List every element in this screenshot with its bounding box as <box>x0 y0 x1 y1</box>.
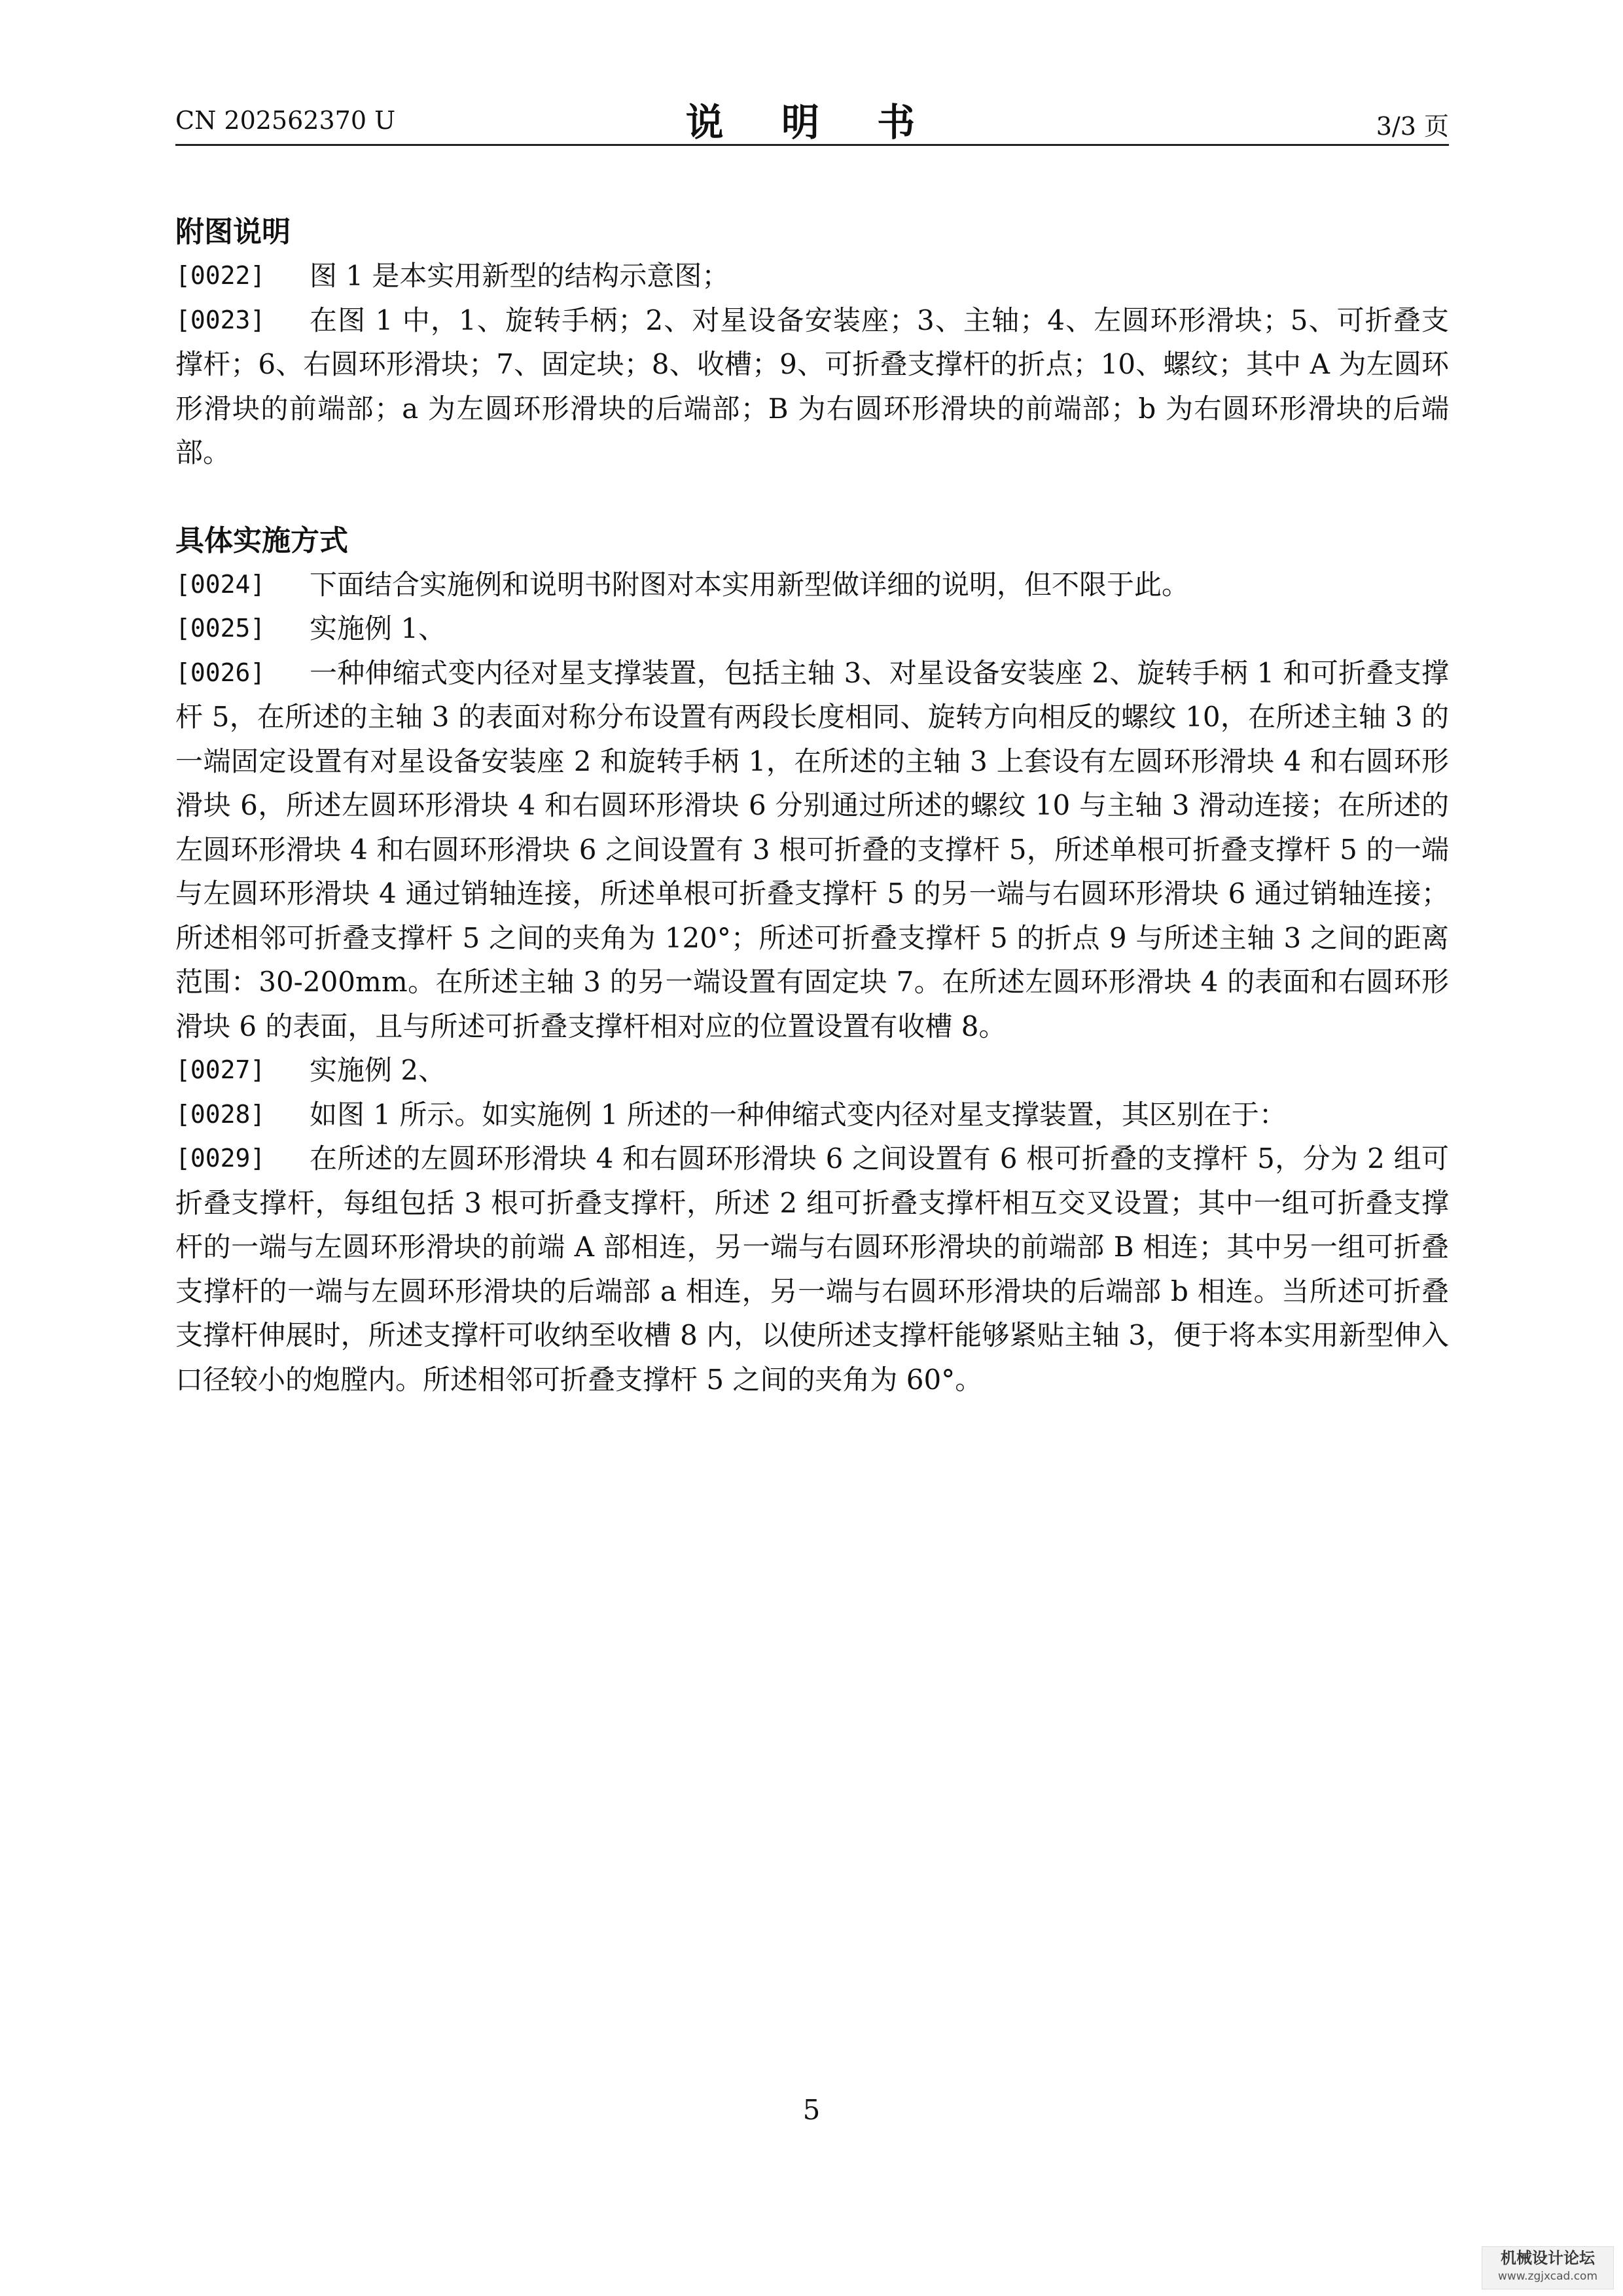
paragraph-number: [0026] <box>175 658 266 687</box>
section-title: 附图说明 <box>175 215 291 249</box>
paragraph <box>175 254 1449 298</box>
paragraph-number: [0029] <box>175 1144 266 1173</box>
paragraph-text: 在图 1 中，1、旋转手柄；2、对星设备安装座；3、主轴；4、左圆环形滑块；5、可折叠支撑杆；6、右圆环形滑块；7、固定块；8、收槽；9、可折叠支撑杆的折点；10、螺纹；其中 A 为左圆环形滑块的前端部；a 为左圆环形滑块的后端部；B 为右圆环形滑块的前端部；b 为右圆环形滑块的后端部。 <box>175 304 1449 468</box>
watermark-url: www.zgjxcad.com <box>1497 2270 1598 2283</box>
page-counter: 3/3 页 <box>1376 112 1449 141</box>
paragraph <box>175 1048 1449 1093</box>
paragraph-number: [0023] <box>175 305 266 334</box>
paragraph <box>175 1093 1449 1137</box>
paragraph-text: 实施例 1、 <box>310 612 446 645</box>
watermark-title: 机械设计论坛 <box>1501 2249 1595 2267</box>
paragraph <box>175 651 1449 1049</box>
paragraph-text: 图 1 是本实用新型的结构示意图； <box>310 260 730 292</box>
document-title: 说 明 书 <box>685 100 938 145</box>
paragraph <box>175 607 1449 651</box>
section-figure-description <box>175 211 1449 475</box>
paragraph-number: [0028] <box>175 1099 266 1129</box>
patent-number: CN 202562370 U <box>175 106 396 135</box>
document-body <box>175 211 1449 1402</box>
paragraph <box>175 563 1449 607</box>
page-number: 5 <box>802 2094 821 2126</box>
paragraph-text: 下面结合实施例和说明书附图对本实用新型做详细的说明，但不限于此。 <box>310 568 1190 601</box>
paragraph-number: [0024] <box>175 569 266 599</box>
paragraph-text: 在所述的左圆环形滑块 4 和右圆环形滑块 6 之间设置有 6 根可折叠的支撑杆 5，分为 2 组可折叠支撑杆，每组包括 3 根可折叠支撑杆，所述 2 组可折叠支撑杆相互交叉设置；其中一组可折叠支撑杆的一端与左圆环形滑块的前端 A 部相连，另一端与右圆环形滑块的前端部 B 相连；其中另一组可折叠支撑杆的一端与左圆环形滑块的后端部 a 相连，另一端与右圆环形滑块的后端部 b 相连。当所述可折叠支撑杆伸展时，所述支撑杆可收纳至收槽 8 内，以使所述支撑杆能够紧贴主轴 3，便于将本实用新型伸入口径较小的炮膛内。所述相邻可折叠支撑杆 5 之间的夹角为 60°。 <box>175 1142 1449 1396</box>
paragraph-number: [0027] <box>175 1055 266 1084</box>
paragraph-text: 一种伸缩式变内径对星支撑装置，包括主轴 3、对星设备安装座 2、旋转手柄 1 和可折叠支撑杆 5，在所述的主轴 3 的表面对称分布设置有两段长度相同、旋转方向相反的螺纹 10，在所述主轴 3 的一端固定设置有对星设备安装座 2 和旋转手柄 1，在所述的主轴 3 上套设有左圆环形滑块 4 和右圆环形滑块 6，所述左圆环形滑块 4 和右圆环形滑块 6 分别通过所述的螺纹 10 与主轴 3 滑动连接；在所述的左圆环形滑块 4 和右圆环形滑块 6 之间设置有 3 根可折叠的支撑杆 5，所述单根可折叠支撑杆 5 的一端与左圆环形滑块 4 通过销轴连接，所述单根可折叠支撑杆 5 的另一端与右圆环形滑块 6 通过销轴连接；所述相邻可折叠支撑杆 5 之间的夹角为 120°；所述可折叠支撑杆 5 的折点 9 与所述主轴 3 之间的距离范围：30-200mm。在所述主轴 3 的另一端设置有固定块 7。在所述左圆环形滑块 4 的表面和右圆环形滑块 6 的表面，且与所述可折叠支撑杆相对应的位置设置有收槽 8。 <box>175 656 1449 1042</box>
section-title: 具体实施方式 <box>175 523 348 557</box>
section-spacer <box>175 475 1449 520</box>
paragraph-number: [0022] <box>175 261 266 290</box>
paragraph-number: [0025] <box>175 614 266 643</box>
paragraph-text: 如图 1 所示。如实施例 1 所述的一种伸缩式变内径对星支撑装置，其区别在于： <box>310 1098 1287 1131</box>
watermark <box>1482 2246 1614 2289</box>
header-divider <box>175 144 1449 146</box>
paragraph <box>175 1137 1449 1402</box>
section-embodiments <box>175 520 1449 1402</box>
paragraph <box>175 298 1449 475</box>
paragraph-text: 实施例 2、 <box>310 1054 446 1086</box>
